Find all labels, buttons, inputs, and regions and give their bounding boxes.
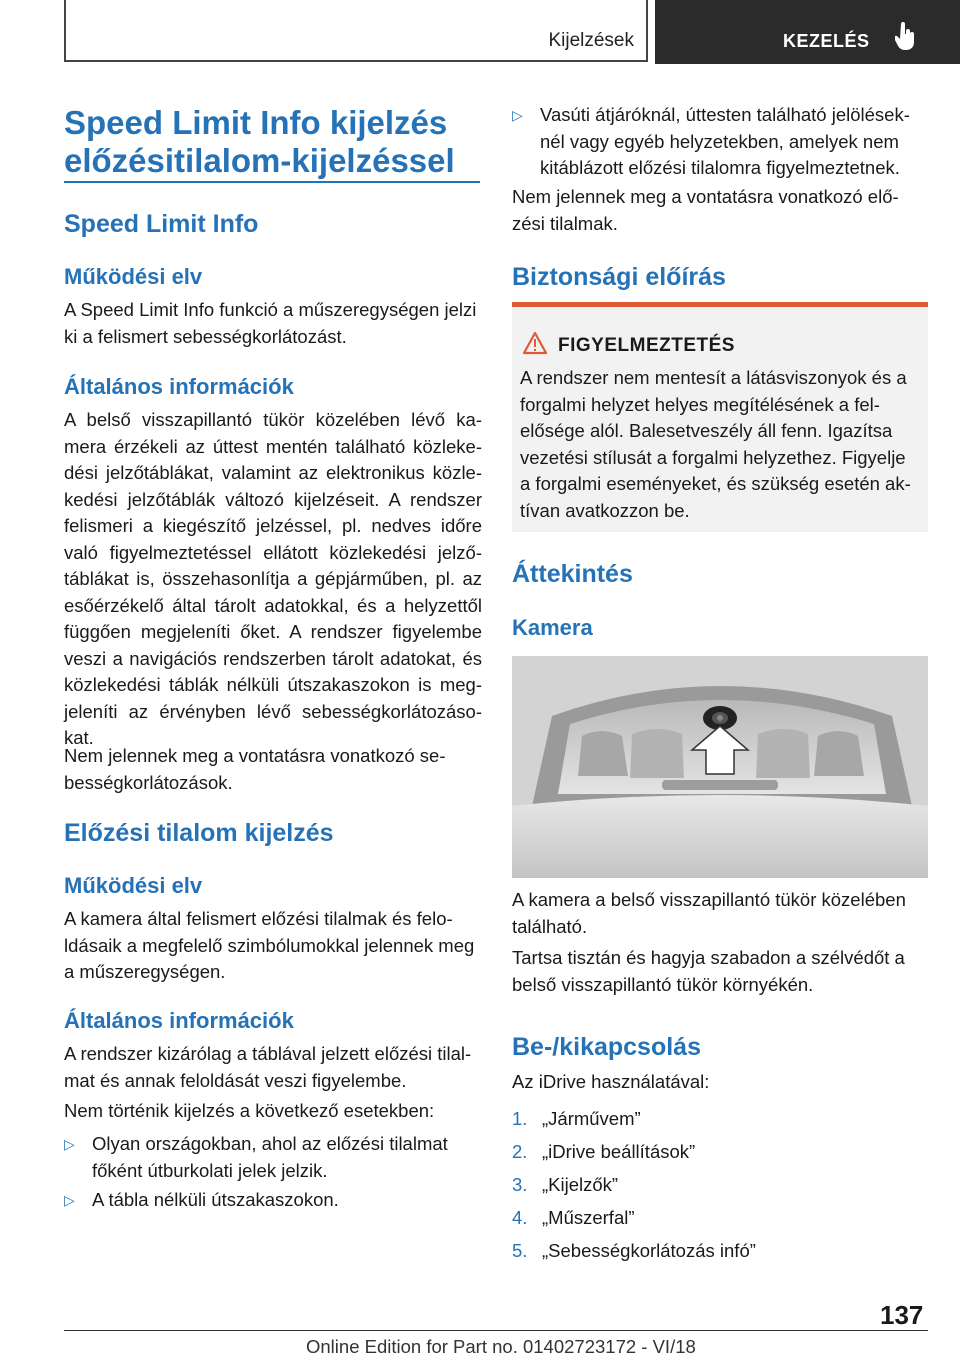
warning-title: FIGYELMEZTETÉS (558, 335, 735, 356)
sli-heading: Speed Limit Info (64, 210, 259, 238)
camera-heading: Kamera (512, 615, 593, 640)
step-number: 1. (512, 1108, 528, 1129)
list-item (512, 1108, 912, 1134)
onoff-intro: Az iDrive használatával: (512, 1071, 710, 1092)
overview-heading: Áttekintés (512, 560, 633, 588)
step-number: 3. (512, 1174, 528, 1195)
np-principle-heading: Működési elv (64, 873, 203, 898)
list-item (64, 1131, 482, 1187)
step-number: 4. (512, 1207, 528, 1228)
bullet-triangle-icon: ▷ (64, 1192, 75, 1208)
bullet-text: Vasúti átjáróknál, úttesten található jelölések-nél vagy egyéb helyzetekben, amelyek nem kitáblázott előzési tilalomra figyelmeztetnek. (540, 104, 910, 178)
safety-heading: Biztonsági előírás (512, 263, 726, 291)
bullet-triangle-icon: ▷ (64, 1136, 75, 1152)
chapter-label: KEZELÉS (783, 31, 870, 51)
camera-location-text: A kamera a belső visszapillantó tükör közelében található. (512, 889, 906, 937)
list-item (512, 102, 930, 182)
sli-general-note: Nem jelennek meg a vontatásra vonatkozó se-bességkorlátozások. (64, 745, 446, 793)
camera-care-text: Tartsa tisztán és hagyja szabadon a szélvédőt a belső visszapillantó tükör környékén. (512, 947, 905, 995)
list-item (512, 1240, 912, 1266)
no-passing-heading: Előzési tilalom kijelzés (64, 819, 334, 847)
step-text: „Műszerfal” (542, 1207, 635, 1228)
bullet-triangle-icon: ▷ (512, 107, 523, 123)
section-tab (64, 0, 648, 62)
np-not-shown-intro: Nem történik kijelzés a következő esetekben: (64, 1100, 435, 1121)
title-divider (64, 181, 480, 183)
list-item (512, 1141, 912, 1167)
np-principle-text: A kamera által felismert előzési tilalmak és felo-ldásaik a megfelelő szimbólumokkal jelennek meg a műszeregységen. (64, 908, 475, 982)
hand-pointer-icon (895, 22, 917, 52)
bullet-text: Olyan országokban, ahol az előzési tilalmat főként útburkolati jelek jelzik. (92, 1133, 448, 1181)
warning-triangle-icon (522, 331, 548, 355)
right-note: Nem jelennek meg a vontatásra vonatkozó elő-zési tilalmak. (512, 186, 899, 234)
step-text: „Sebességkorlátozás infó” (542, 1240, 756, 1261)
list-item (64, 1187, 482, 1217)
footer-text: Online Edition for Part no. 01402723172 - VI/18 (306, 1336, 696, 1357)
warning-box (512, 302, 928, 532)
onoff-heading: Be-/kikapcsolás (512, 1033, 701, 1061)
np-general-text: A rendszer kizárólag a táblával jelzett előzési tilal-mat és annak feloldását veszi figyelembe. (64, 1043, 472, 1091)
sli-principle-text: A Speed Limit Info funkció a műszeregységen jelzi ki a felismert sebességkorlátozást. (64, 299, 477, 347)
warning-text: A rendszer nem mentesít a látásviszonyok és a forgalmi helyzet helyes megítélésének a fel-elősége alól. Balesetveszély áll fenn. Igazítsa vezetési stílusát a forgalmi helyzethez. Figyelje a forgalmi eseményeket, és szükség esetén ak-tívan avatkozzon be. (520, 367, 911, 521)
sli-general-heading: Általános információk (64, 374, 294, 399)
step-text: „Járművem” (542, 1108, 641, 1129)
list-item (512, 1174, 912, 1200)
sli-principle-heading: Működési elv (64, 264, 203, 289)
page-number: 137 (880, 1300, 924, 1330)
car-interior-illustration (512, 656, 928, 878)
list-item (512, 1207, 912, 1233)
np-general-heading: Általános információk (64, 1008, 294, 1033)
sli-general-text: A belső visszapillantó tükör közelében lévő ka-mera érzékeli az úttest mentén található közleke-dési jelzőtáblákat, valamint az elektronikus közle-kedési jelzőtáblák változó kijelzéseit. A rendszer felismeri a kiegészítő jelzéssel, pl. nedves időre való figyelmeztetéssel ellátott közlekedési jelző-táblákat is, összehasonlítja a gépjárműben, pl. az esőérzékelő által tárolt adatokkal, és a helyzettől függően megjeleníti őket. A rendszer figyelembe veszi a navigációs rendszerben tárolt adatokat, és közlekedési táblák nélküli útszakaszokon is meg-jeleníti az érvényben lévő sebességkorlátozáso-kat. (64, 409, 482, 748)
page-header (0, 0, 960, 64)
section-label: Kijelzések (548, 30, 634, 51)
chapter-tab (655, 0, 960, 64)
bullet-text: A tábla nélküli útszakaszokon. (92, 1189, 339, 1210)
step-number: 2. (512, 1141, 528, 1162)
page-title: Speed Limit Info kijelzés előzésitilalom-kijelzéssel (64, 104, 455, 179)
step-text: „iDrive beállítások” (542, 1141, 696, 1162)
step-text: „Kijelzők” (542, 1174, 619, 1195)
footer-divider (64, 1330, 928, 1331)
camera-location-image (512, 656, 928, 878)
step-number: 5. (512, 1240, 528, 1261)
